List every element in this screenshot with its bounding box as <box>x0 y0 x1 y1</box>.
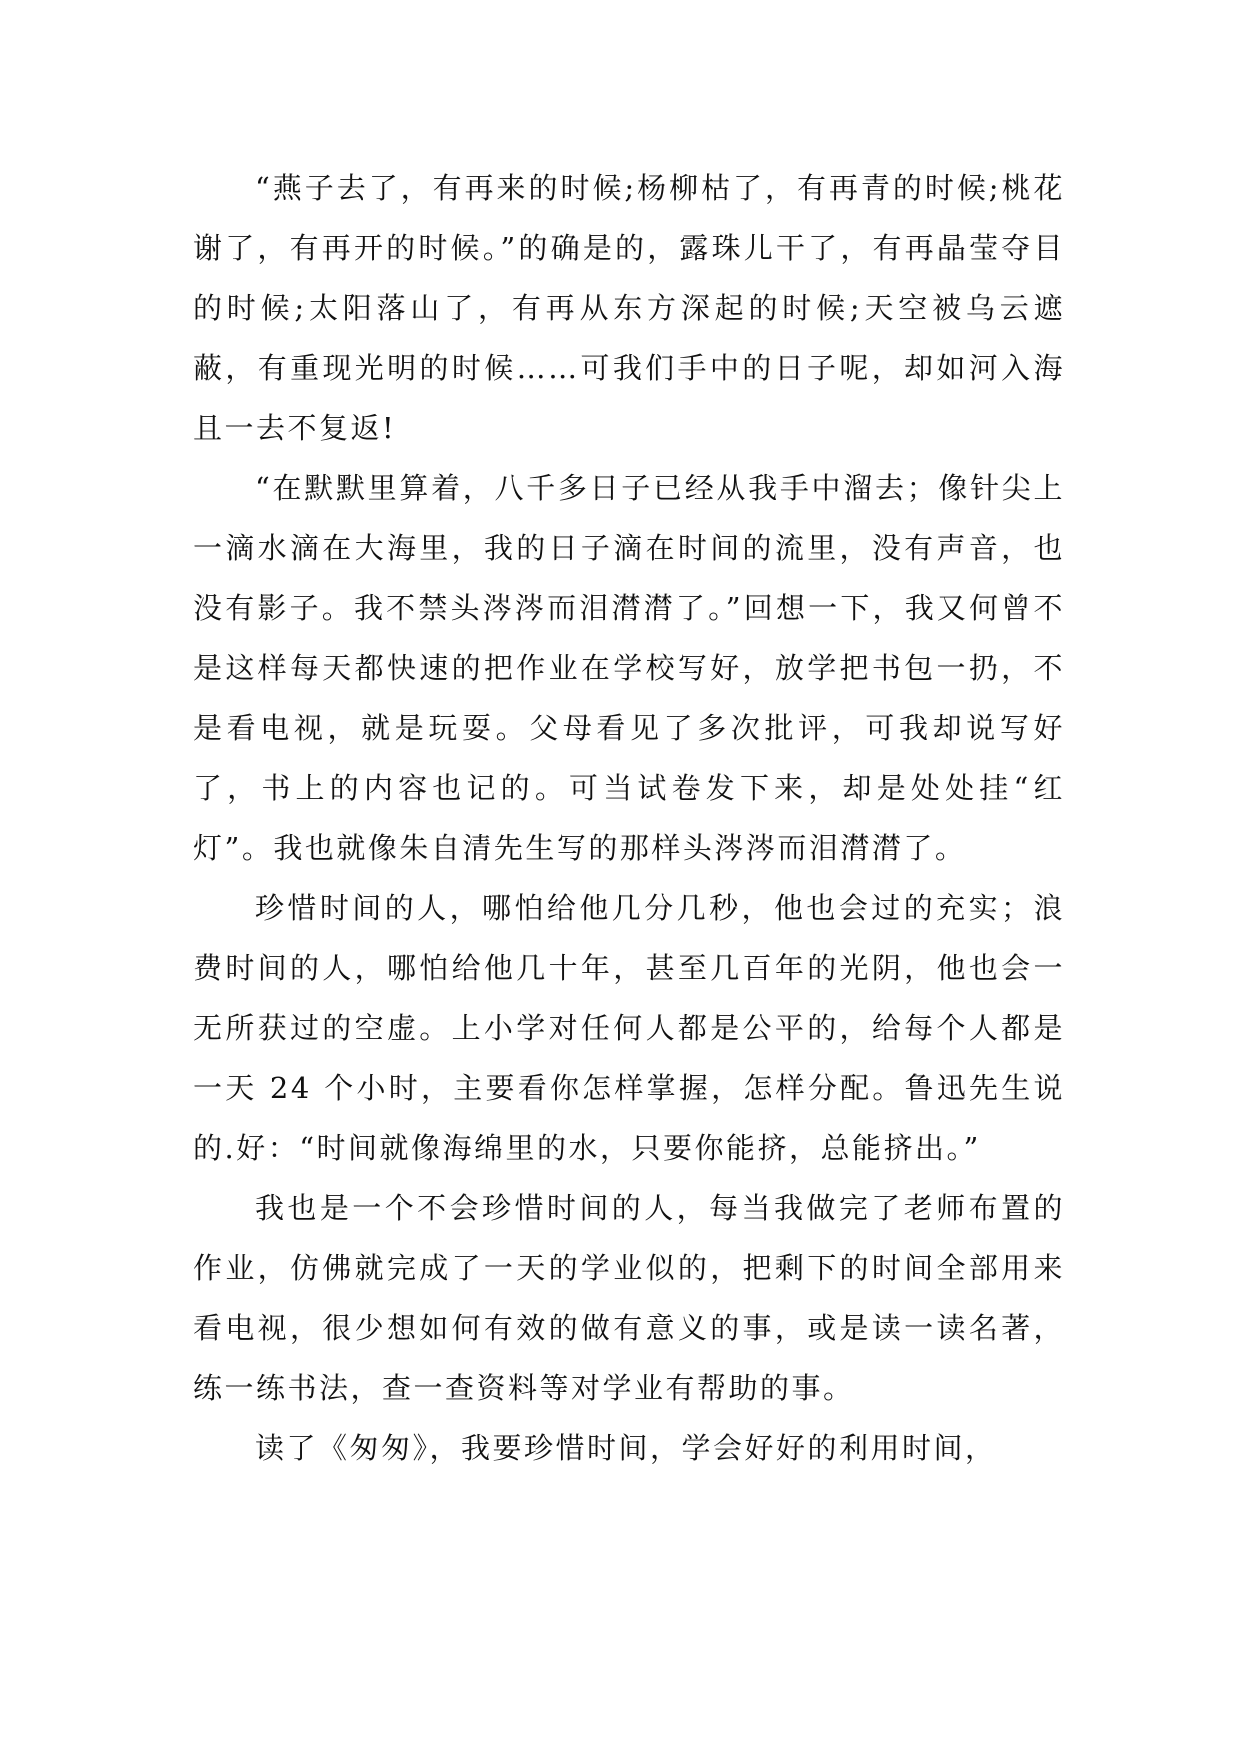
paragraph-2: “在默默里算着，八千多日子已经从我手中溜去；像针尖上一滴水滴在大海里，我的日子滴在时间的流里，没有声音，也没有影子。我不禁头涔涔而泪潸潸了。”回想一下，我又何曾不是这样每天都快速的把作业在学校写好，放学把书包一扔，不是看电视，就是玩耍。父母看见了多次批评，可我却说写好了，书上的内容也记的。可当试卷发下来，却是处处挂“红灯”。我也就像朱自清先生写的那样头涔涔而泪潸潸了。 <box>193 471 1065 865</box>
document-body <box>193 158 1065 1478</box>
paragraph-4: 我也是一个不会珍惜时间的人，每当我做完了老师布置的作业，仿佛就完成了一天的学业似的，把剩下的时间全部用来看电视，很少想如何有效的做有意义的事，或是读一读名著，练一练书法，查一查资料等对学业有帮助的事。 <box>193 1191 1065 1405</box>
paragraph-5: 读了《匆匆》，我要珍惜时间，学会好好的利用时间， <box>255 1431 997 1465</box>
paragraph-3: 珍惜时间的人，哪怕给他几分几秒，他也会过的充实；浪费时间的人，哪怕给他几十年，甚至几百年的光阴，他也会一无所获过的空虚。上小学对任何人都是公平的，给每个人都是一天 24 个小时，主要看你怎样掌握，怎样分配。鲁迅先生说的.好：“时间就像海绵里的水，只要你能挤，总能挤出。” <box>193 891 1065 1165</box>
paragraph-1: “燕子去了，有再来的时候;杨柳枯了，有再青的时候;桃花谢了，有再开的时候。”的确是的，露珠儿干了，有再晶莹夺目的时候;太阳落山了，有再从东方深起的时候;天空被乌云遮蔽，有重现光明的时候……可我们手中的日子呢，却如河入海且一去不复返! <box>193 171 1065 445</box>
